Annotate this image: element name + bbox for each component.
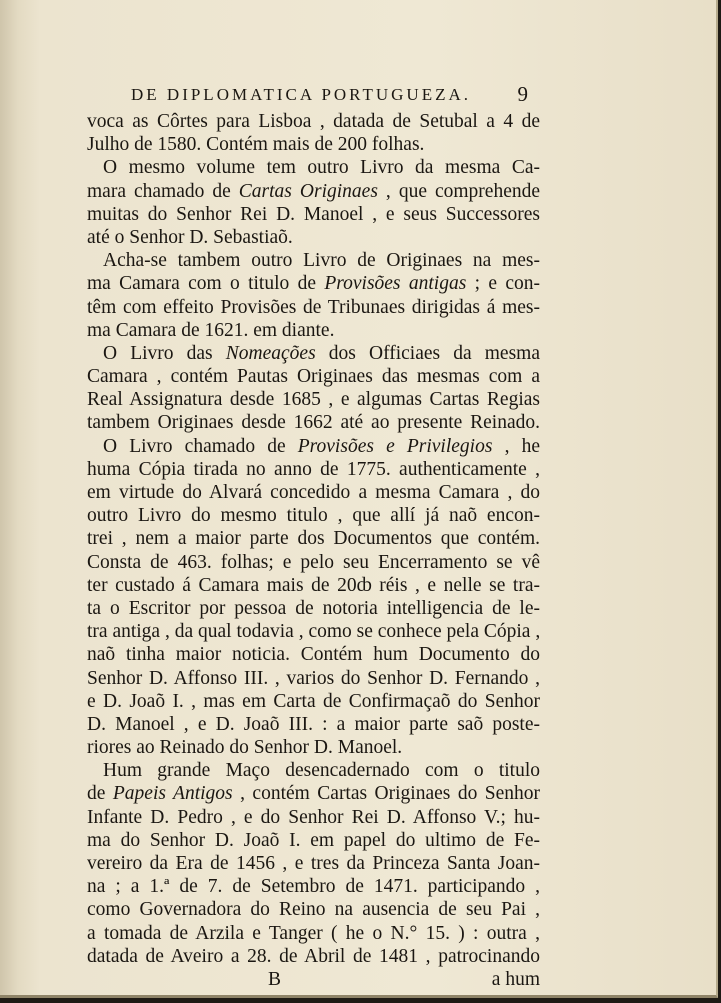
- text-line: [87, 713, 540, 736]
- text-run: ma do Senhor D. Joaõ I. em papel do ultimo de Fe-: [87, 829, 540, 851]
- text-line: [87, 319, 540, 342]
- text-run: datada de Aveiro a 28. de Abril de 1481 , patrocinando: [87, 945, 540, 967]
- text-line: [87, 435, 540, 458]
- text-line: [87, 574, 540, 597]
- text-run: tra antiga , da qual todavia , como se conhece pela Cópia ,: [87, 621, 541, 643]
- text-run: Acha-se tambem outro Livro de Originaes na mes-: [103, 250, 540, 272]
- text-line: [87, 806, 540, 829]
- text-line: [87, 690, 540, 713]
- text-run: ta o Escritor por pessoa de notoria intelligencia de le-: [87, 597, 540, 619]
- text-line: [87, 527, 540, 550]
- text-line: [87, 875, 540, 898]
- text-run: O Livro das: [103, 342, 226, 364]
- text-run: Senhor D. Affonso III. , varios do Senhor D. Fernando ,: [87, 667, 540, 689]
- text-run: até o Senhor D. Sebastiaõ.: [87, 226, 293, 248]
- text-line: [87, 504, 540, 527]
- text-run: Consta de 463. folhas; e pelo seu Encerramento se vê: [87, 551, 540, 573]
- italic-title: Provisões antigas: [324, 273, 467, 295]
- text-line: [87, 203, 540, 226]
- text-line: [87, 898, 540, 921]
- italic-title: Nomeações: [225, 342, 316, 364]
- italic-title: Cartas Originaes: [238, 180, 378, 202]
- italic-title: Papeis Antigos: [112, 783, 233, 805]
- text-line: [87, 620, 540, 643]
- page-footer: [87, 968, 540, 991]
- text-run: , que comprehende: [377, 180, 541, 202]
- text-run: na ; a 1.ª de 7. de Setembro de 1471. participando ,: [87, 876, 540, 898]
- page-number: 9: [517, 82, 528, 106]
- text-line: [87, 852, 540, 875]
- text-run: Real Assignatura desde 1685 , e algumas Cartas Regias: [87, 389, 540, 411]
- text-line: [87, 133, 540, 156]
- text-line: [87, 759, 540, 782]
- text-run: Infante D. Pedro , e do Senhor Rei D. Affonso V.; hu-: [87, 806, 540, 828]
- text-run: têm com effeito Provisões de Tribunaes dirigidas á mes-: [87, 296, 540, 318]
- text-run: naõ tinha maior noticia. Contém hum Documento do: [87, 644, 540, 666]
- text-run: , he: [492, 435, 540, 457]
- text-line: [87, 365, 540, 388]
- text-block: [87, 80, 540, 991]
- text-line: [87, 388, 540, 411]
- text-run: outro Livro do mesmo titulo , que allí já naõ encon-: [87, 505, 540, 527]
- text-run: ma Camara com o titulo de: [87, 273, 325, 295]
- text-run: vereiro da Era de 1456 , e tres da Princeza Santa Joan-: [87, 853, 540, 874]
- text-line: [87, 226, 540, 249]
- text-line: [87, 667, 540, 690]
- text-line: [87, 411, 540, 434]
- text-run: como Governadora do Reino na ausencia de seu Pai ,: [87, 899, 540, 921]
- text-line: [87, 180, 540, 203]
- text-line: [87, 458, 540, 481]
- text-run: Julho de 1580. Contém mais de 200 folhas.: [87, 134, 425, 156]
- text-run: ma Camara de 1621. em diante.: [87, 319, 335, 341]
- text-line: [87, 945, 540, 968]
- text-line: [87, 156, 540, 179]
- catchword: a hum: [491, 968, 540, 990]
- text-run: ter custado á Camara mais de 20ȸ réis , e nelle se tra-: [87, 574, 540, 596]
- text-run: D. Manoel , e D. Joaõ III. : a maior parte saõ poste-: [87, 713, 540, 735]
- text-line: [87, 829, 540, 852]
- text-run: em virtude do Alvará concedido a mesma Camara , do: [87, 482, 540, 503]
- text-line: [87, 643, 540, 666]
- text-line: [87, 922, 540, 945]
- text-line: [87, 782, 540, 805]
- text-line: [87, 736, 540, 759]
- text-line: [87, 551, 540, 574]
- text-run: tambem Originaes desde 1662 até ao presente Reinado.: [87, 412, 540, 434]
- text-run: , contém Cartas Originaes do Senhor: [232, 783, 541, 805]
- text-line: [87, 272, 540, 295]
- text-line: [87, 110, 540, 133]
- signature-mark: B: [268, 968, 282, 990]
- text-run: ; e con-: [466, 273, 540, 295]
- running-title: DE DIPLOMATICA PORTUGUEZA.: [131, 85, 472, 104]
- text-line: [87, 481, 540, 504]
- text-run: de: [87, 783, 113, 805]
- text-run: mara chamado de: [87, 180, 239, 202]
- text-line: [87, 597, 540, 620]
- italic-title: Provisões e Privilegios: [297, 435, 493, 457]
- text-run: Camara , contém Pautas Originaes das mesmas com a: [87, 366, 540, 388]
- text-run: muitas do Senhor Rei D. Manoel , e seus Successores: [87, 203, 540, 225]
- text-run: O Livro chamado de: [103, 435, 298, 457]
- text-line: [87, 342, 540, 365]
- running-header: [87, 80, 540, 110]
- text-run: dos Officiaes da mesma: [315, 342, 540, 364]
- text-run: Hum grande Maço desencadernado com o titulo: [103, 760, 540, 782]
- text-run: riores ao Reinado do Senhor D. Manoel.: [87, 737, 403, 759]
- text-run: a tomada de Arzila e Tanger ( he o N.° 15. ) : outra ,: [87, 922, 540, 944]
- text-line: [87, 249, 540, 272]
- text-run: huma Cópia tirada no anno de 1775. authenticamente ,: [87, 458, 540, 480]
- text-run: e D. Joaõ I. , mas em Carta de Confirmaçaõ do Senhor: [87, 690, 540, 712]
- text-run: O mesmo volume tem outro Livro da mesma Ca-: [103, 157, 540, 179]
- text-run: trei , nem a maior parte dos Documentos que contém.: [87, 528, 540, 550]
- body-text: [87, 110, 540, 968]
- text-run: voca as Côrtes para Lisboa , datada de Setubal a 4 de: [87, 111, 540, 132]
- text-line: [87, 296, 540, 319]
